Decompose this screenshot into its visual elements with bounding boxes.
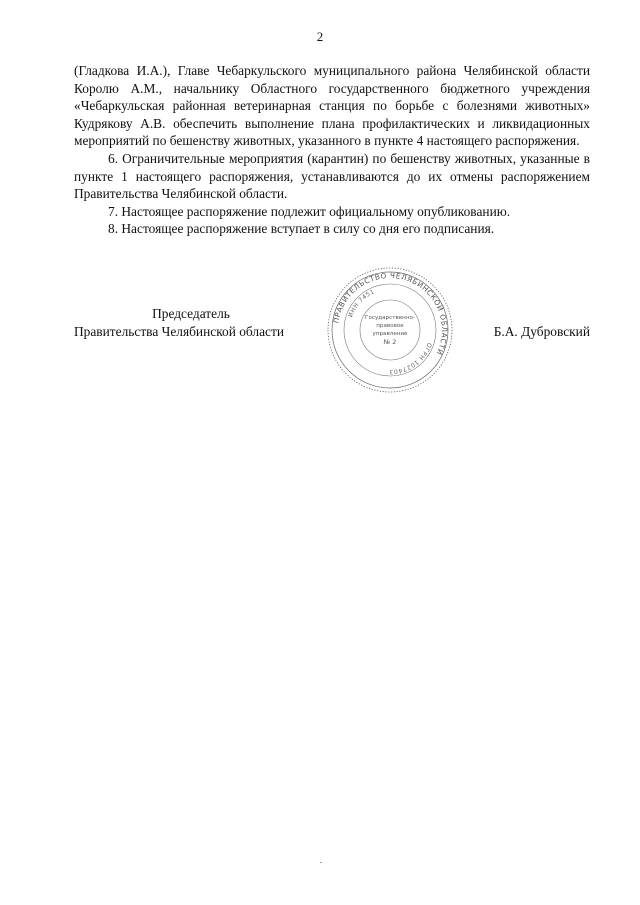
document-body bbox=[74, 62, 590, 238]
page-number: 2 bbox=[316, 29, 324, 44]
signatory-title-line1: Председатель bbox=[152, 306, 230, 321]
stamp-center-line2: правовое bbox=[376, 323, 404, 329]
paragraph-item-8: 8. Настоящее распоряжение вступает в силу со дня его подписания. bbox=[108, 221, 495, 237]
signatory-name: Б.А. Дубровский bbox=[493, 324, 590, 339]
scan-speck bbox=[320, 862, 322, 863]
stamp-center-line3: управление bbox=[372, 331, 408, 337]
paragraph-continuation: (Гладкова И.А.), Главе Чебаркульского муниципального района Челябинской области Королю А.М., начальнику Областного государственного бюджетного учреждения «Чебаркульская районная ветеринарная станция по борьбе с болезнями животных» Кудрякову А.В. обеспечить выполнение плана профилактических и ликвидационных мероприятий по бешенству животных, указанного в пункте 4 настоящего распоряжения. bbox=[74, 63, 590, 149]
official-seal-stamp bbox=[316, 266, 464, 394]
signatory-title-line2: Правительства Челябинской области bbox=[74, 324, 284, 339]
stamp-outer-text: ПРАВИТЕЛЬСТВО ЧЕЛЯБИНСКОЙ ОБЛАСТИ bbox=[331, 270, 450, 357]
stamp-center-line1: Государственно- bbox=[365, 315, 415, 321]
stamp-center-line4: № 2 bbox=[383, 338, 397, 346]
stamp-inn-text: ИНН 7451 bbox=[347, 288, 376, 319]
stamp-ogrn-text: ОГРН 1027403 bbox=[388, 341, 433, 376]
paragraph-item-7: 7. Настоящее распоряжение подлежит официальному опубликованию. bbox=[108, 203, 511, 219]
paragraph-item-6: 6. Ограничительные мероприятия (карантин) по бешенству животных, указанные в пункте 1 настоящего распоряжения, устанавливаются до их отмены распоряжением Правительства Челябинской области. bbox=[74, 150, 590, 202]
